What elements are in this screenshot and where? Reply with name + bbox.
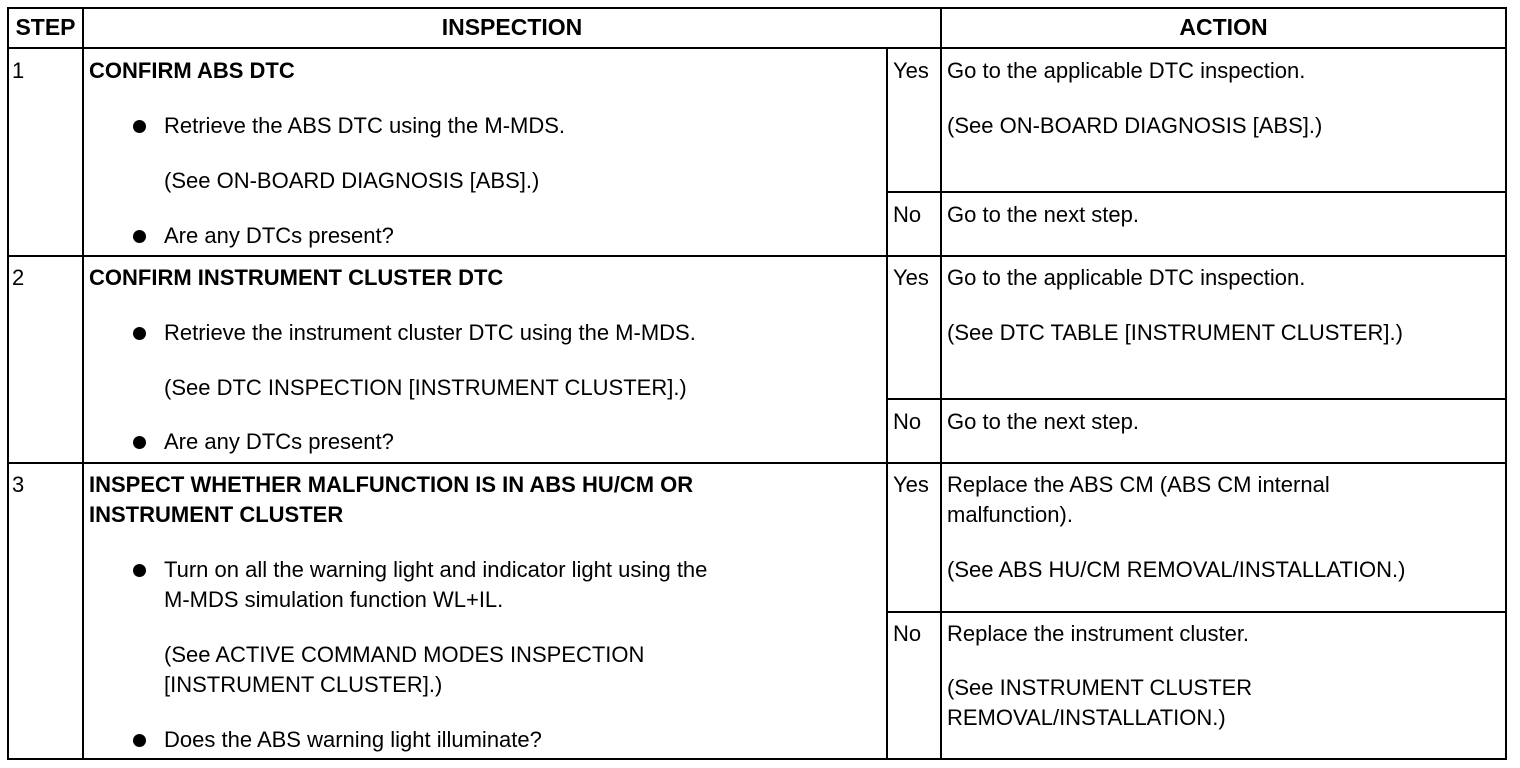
table-border-right [1505,7,1507,760]
step-column-divider [82,7,84,760]
yes-action-line1: Replace the ABS CM (ABS CM internal [947,472,1330,497]
inspection-title: CONFIRM INSTRUMENT CLUSTER DTC [89,265,504,290]
yes-action-reference: (See DTC TABLE [INSTRUMENT CLUSTER].) [947,320,1403,345]
no-label: No [893,409,922,434]
no-label: No [893,202,922,227]
header-inspection: INSPECTION [441,14,583,40]
inspection-reference: (See DTC INSPECTION [INSTRUMENT CLUSTER].) [164,375,687,400]
bullet-icon [133,120,146,133]
step-number: 2 [12,265,25,290]
yes-action: Go to the applicable DTC inspection. [947,265,1306,290]
inspection-instruction: Retrieve the ABS DTC using the M-MDS. [164,113,566,138]
yes-label: Yes [893,265,929,290]
no-action: Go to the next step. [947,202,1140,227]
table-border-top [7,7,1507,9]
inspection-title-line2: INSTRUMENT CLUSTER [89,502,344,527]
header-step: STEP [15,14,76,40]
no-action-reference-line2: REMOVAL/INSTALLATION.) [947,705,1226,730]
step-number: 3 [12,472,25,497]
table-border-bottom [7,758,1507,760]
inspection-instruction: Retrieve the instrument cluster DTC using the M-MDS. [164,320,696,345]
yes-action-reference: (See ABS HU/CM REMOVAL/INSTALLATION.) [947,557,1406,582]
bullet-icon [133,327,146,340]
table-border-left [7,7,9,760]
inspection-yesno-divider [886,47,888,760]
inspection-reference: (See ON-BOARD DIAGNOSIS [ABS].) [164,168,540,193]
inspection-question: Does the ABS warning light illuminate? [164,727,542,752]
yes-no-divider-1 [886,191,1507,193]
yes-no-divider-3 [886,611,1507,613]
bullet-icon [133,436,146,449]
yes-label: Yes [893,58,929,83]
inspection-instruction-line1: Turn on all the warning light and indicator light using the [164,557,708,582]
inspection-instruction-line2: M-MDS simulation function WL+IL. [164,587,504,612]
no-action: Go to the next step. [947,409,1140,434]
header-divider [7,47,1507,49]
inspection-title: CONFIRM ABS DTC [89,58,295,83]
bullet-icon [133,564,146,577]
inspection-title-line1: INSPECT WHETHER MALFUNCTION IS IN ABS HU/CM OR [89,472,694,497]
yes-action: Go to the applicable DTC inspection. [947,58,1306,83]
no-action: Replace the instrument cluster. [947,621,1250,646]
row-divider-2 [7,462,1507,464]
no-action-reference-line1: (See INSTRUMENT CLUSTER [947,675,1253,700]
step-number: 1 [12,58,25,83]
yes-action-line2: malfunction). [947,502,1073,527]
inspection-reference-line1: (See ACTIVE COMMAND MODES INSPECTION [164,642,645,667]
action-column-divider [940,7,942,760]
yes-no-divider-2 [886,398,1507,400]
inspection-question: Are any DTCs present? [164,429,394,454]
no-label: No [893,621,922,646]
yes-label: Yes [893,472,929,497]
bullet-icon [133,734,146,747]
bullet-icon [133,230,146,243]
inspection-question: Are any DTCs present? [164,223,394,248]
inspection-reference-line2: [INSTRUMENT CLUSTER].) [164,672,443,697]
yes-action-reference: (See ON-BOARD DIAGNOSIS [ABS].) [947,113,1323,138]
row-divider-1 [7,255,1507,257]
header-action: ACTION [1179,14,1268,40]
